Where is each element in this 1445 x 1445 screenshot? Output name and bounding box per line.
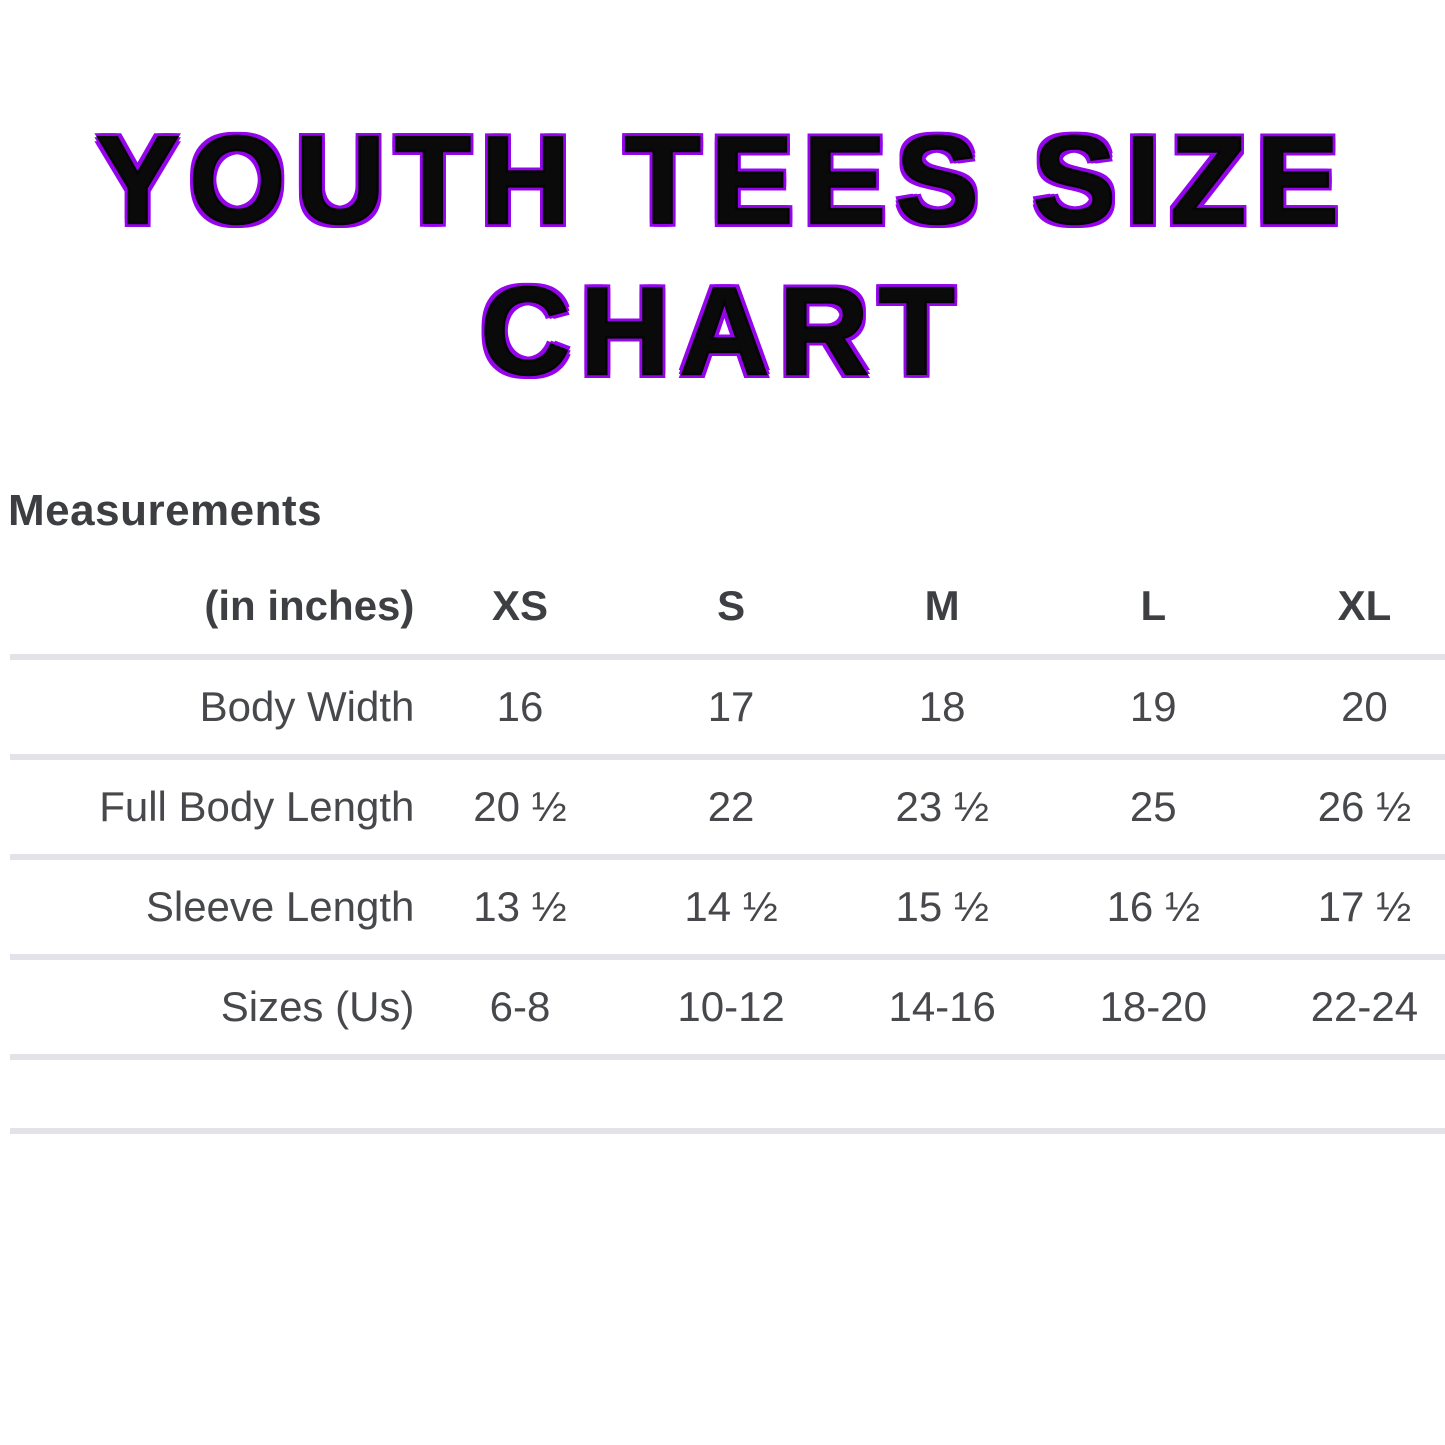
cell-value: 26 ½ [1317, 783, 1412, 831]
header-cell-size-s: S [717, 581, 746, 629]
header-cell-size-xl: XL [1337, 581, 1392, 629]
table-row-empty [10, 1057, 1445, 1131]
table-row-sizes-us [10, 957, 1445, 1057]
cell-value: 14-16 [888, 983, 996, 1031]
cell-value: 17 ½ [1317, 883, 1412, 931]
table-row-sleeve-length [10, 857, 1445, 957]
cell-value: 16 ½ [1106, 883, 1200, 931]
header-cell-size-xs: XS [491, 581, 548, 629]
cell-value: 23 ½ [895, 783, 989, 831]
cell-value: 15 ½ [895, 883, 989, 931]
page-title [30, 106, 1415, 409]
cell-value: 22 [707, 783, 755, 831]
table-row-body-width [10, 657, 1445, 757]
cell-value: 13 ½ [473, 883, 567, 931]
cell-value: 6-8 [489, 983, 551, 1031]
page-title-line-1: YOUTH TEES SIZE [96, 112, 1349, 250]
size-chart-page [0, 106, 1445, 1445]
header-cell-unit-note: (in inches) [204, 581, 415, 629]
cell-value: 19 [1129, 683, 1177, 731]
cell-value: 20 ½ [473, 783, 567, 831]
row-label: Body Width [199, 683, 415, 731]
cell-value: 18-20 [1099, 983, 1207, 1031]
cell-value: 17 [707, 683, 755, 731]
cell-value: 14 ½ [684, 883, 778, 931]
row-label: Sizes (Us) [220, 983, 415, 1031]
header-cell-size-l: L [1140, 581, 1167, 629]
row-label: Full Body Length [99, 783, 415, 831]
table-header-row [10, 557, 1445, 657]
size-table [10, 557, 1445, 1134]
cell-value: 20 [1341, 683, 1388, 731]
cell-value: 22-24 [1310, 983, 1419, 1031]
measurements-heading: Measurements [8, 485, 323, 535]
row-label: Sleeve Length [145, 883, 415, 931]
page-title-line-2: CHART [480, 263, 965, 402]
cell-value: 10-12 [677, 983, 785, 1031]
cell-value: 16 [496, 683, 544, 731]
table-row-full-body-length [10, 757, 1445, 857]
empty-cell [10, 1057, 1445, 1131]
cell-value: 18 [918, 683, 966, 731]
header-cell-size-m: M [924, 581, 960, 629]
cell-value: 25 [1129, 783, 1177, 831]
